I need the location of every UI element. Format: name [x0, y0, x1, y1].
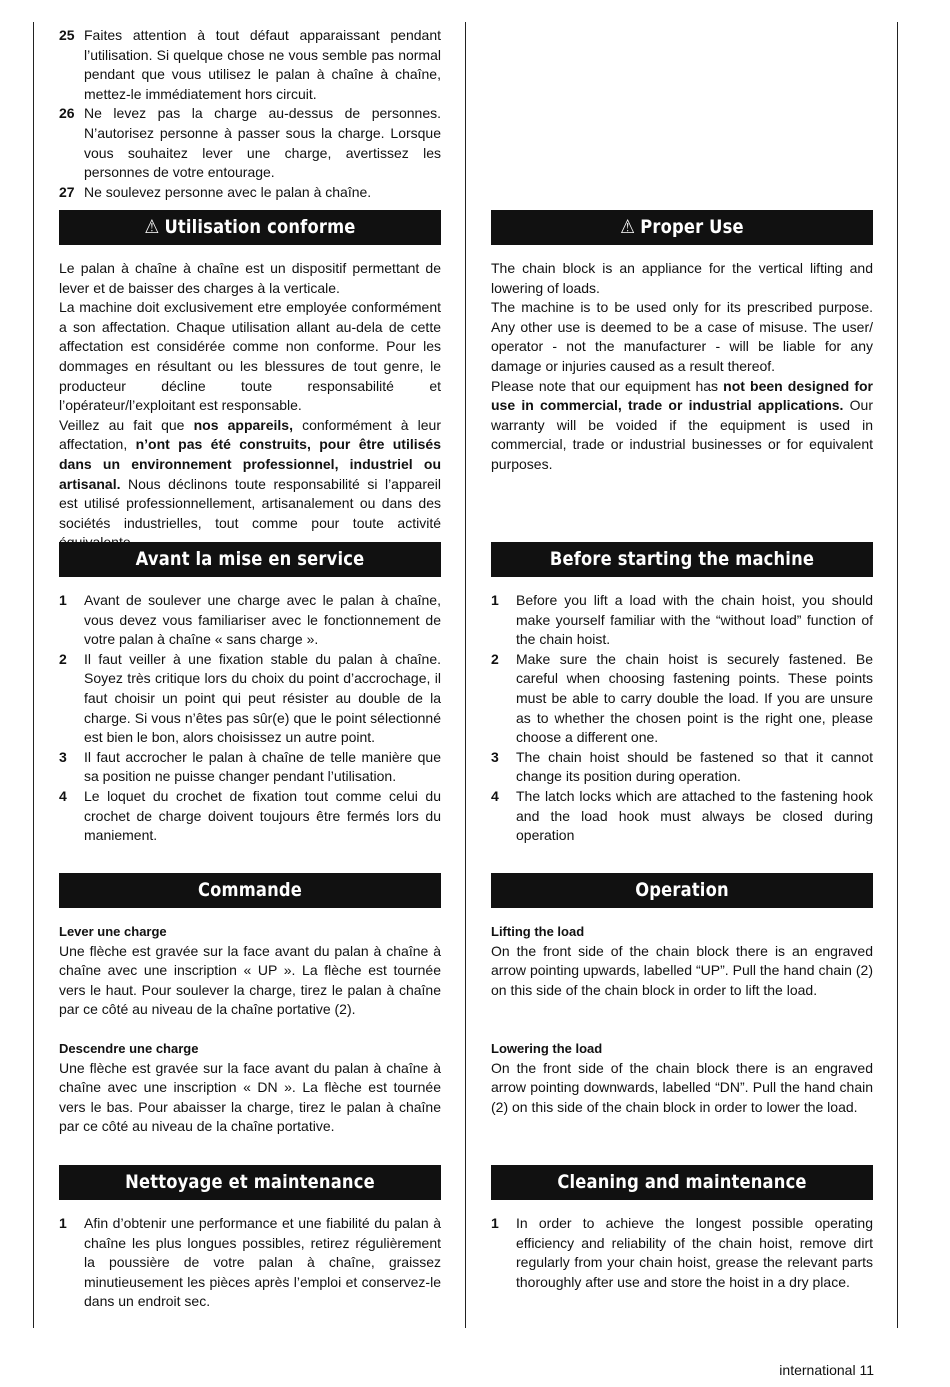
list-item: 3 Il faut accrocher le palan à chaîne de telle manière que sa position ne puisse changer pendant l’utilisation.	[59, 748, 441, 785]
section-header-commande: Commande	[59, 873, 441, 908]
operation-body: Lifting the load On the front side of the chain block there is an engraved arrow pointing upwards, labelled “UP”. Pull the hand chain (2) on this side of the chain block in order to lift the load.	[491, 924, 873, 998]
center-divider-line	[465, 22, 466, 1328]
section-header-proper-use	[491, 210, 873, 245]
section-header-operation: Operation	[491, 873, 873, 908]
section-header-utilisation	[59, 210, 441, 245]
warning-triangle-icon: ⚠	[144, 216, 160, 238]
left-margin-line	[33, 22, 34, 1328]
english-column	[491, 0, 873, 1387]
list-item: 27 Ne soulevez personne avec le palan à chaîne.	[59, 183, 372, 200]
subheading: Lifting the load	[491, 924, 585, 939]
commande-body-2: Descendre une charge Une flèche est gravée sur la face avant du palan à chaîne à chaîne avec une inscription « DN ». La flèche est tournée vers le bas. Pour abaisser la charge, tirez le palan à chaîne par ce côté au niveau de la chaîne portative.	[59, 1041, 441, 1135]
cleaning-list	[491, 1214, 873, 1292]
list-item: 3 The chain hoist should be fastened so that it cannot change its position during operation.	[491, 748, 873, 785]
list-item: 25 Faites attention à tout défaut apparaissant pendant l’utilisation. Si quelque chose ne vous semble pas normal pendant que vous utilisez le palan à chaîne à chaîne, mettez-le immédiatement hors circuit.	[59, 27, 441, 102]
nettoyage-list	[59, 1214, 441, 1312]
subheading: Descendre une charge	[59, 1041, 199, 1056]
utilisation-body: Le palan à chaîne à chaîne est un dispositif permettant de lever et de baisser des charges à la verticale. La machine doit exclusivement etre employée conformément a son affectation. Chaque utilisation allant au-dela de cette affectation est considérée comme non conforme. Pour les dommages en résultant ou les blessures de tout genre, le producteur décline toute responsabilité et l’opérateur/l’exploitant est responsable. Veillez au fait que nos appareils, conformément à leur affectation, n’ont pas été construits, pour être utilisés dans un environnement professionnel, industriel ou artisanal. Nous déclinons toute responsabilité si l’appareil est utilisé professionnellement, artisanalement ou dans des sociétés industrielles, tout comme pour toute activité	[59, 260, 441, 531]
list-item: 4 The latch locks which are attached to the fastening hook and the load hook must always be closed during operation	[491, 787, 873, 844]
subheading: Lowering the load	[491, 1041, 603, 1056]
safety-items-continued	[59, 26, 441, 202]
section-header-mise-en-service: Avant la mise en service	[59, 542, 441, 577]
list-item: 1 In order to achieve the longest possible operating efficiency and reliability of the chain hoist, remove dirt regularly from your chain hoist, grease the relevant parts thoroughly after use and store the hoist in a dry place.	[491, 1215, 873, 1290]
page-footer: international 11	[779, 1362, 874, 1378]
list-item: 26 Ne levez pas la charge au-dessus de personnes. N’autorisez personne à passer sous la charge. Lorsque vous souhaitez lever une charge, avertissez les personnes de votre entourage.	[59, 105, 441, 181]
list-item: 1 Before you lift a load with the chain hoist, you should make yourself familiar with the “without load” function of the chain hoist.	[491, 592, 873, 648]
section-title: Utilisation conforme	[164, 216, 356, 238]
french-column	[59, 0, 441, 1387]
section-header-nettoyage: Nettoyage et maintenance	[59, 1165, 441, 1200]
list-item: 1 Avant de soulever une charge avec le palan à chaîne, vous devez vous familiariser avec le fonctionnement de votre palan à chaîne « sans charge ».	[59, 592, 441, 648]
section-title: Proper Use	[640, 216, 744, 238]
list-item: 2 Il faut veiller à une fixation stable du palan à chaîne. Soyez très critique lors du choix du point d’accrochage, il faut choisir un point qui peut résister au double de la charge. Si vous n’êtes pas sûr(e) que le point sélectionné est bien le bon, alors choisissez un autre point.	[59, 650, 441, 746]
section-header-before-starting: Before starting the machine	[491, 542, 873, 577]
list-item: 2 Make sure the chain hoist is securely fastened. Be careful when choosing fastening points. These points must be able to carry double the load. If you are unsure as to whether the chosen point is the right one, please choose a different one.	[491, 650, 873, 746]
warning-triangle-icon: ⚠	[620, 216, 636, 238]
right-margin-line	[897, 22, 898, 1328]
operation-body-2: Lowering the load On the front side of the chain block there is an engraved arrow pointing downwards, labelled “DN”. Pull the hand chain (2) on this side of the chain block in order to lower the load.	[491, 1041, 873, 1115]
before-starting-list	[491, 591, 873, 846]
mise-en-service-list	[59, 591, 441, 846]
commande-body: Lever une charge Une flèche est gravée sur la face avant du palan à chaîne à chaîne avec une inscription « UP ». La flèche est tournée vers le haut. Pour soulever la charge, tirez le palan à chaîne par ce côté au niveau de la chaîne portative (2).	[59, 924, 441, 1018]
list-item: 4 Le loquet du crochet de fixation tout comme celui du crochet de charge doivent toujours être fermés lors du maniement.	[59, 787, 441, 844]
list-item: 1 Afin d’obtenir une performance et une fiabilité du palan à chaîne les plus longues possibles, retirez régulièrement la poussière de votre palan à chaîne, graissez minutieusement les pièces après l’emploi et conservez-le dans un endroit sec.	[59, 1215, 441, 1310]
subheading: Lever une charge	[59, 924, 167, 939]
proper-use-body: The chain block is an appliance for the vertical lifting and lowering of loads. The machine is to be used only for its prescribed purpose. Any other use is deemed to be a case of misuse. The user/ operator - not the manufacturer - will be liable for any damage or injuries caused as a result thereof. Please note that our equipment has not been designed for use in commercial, trade or industrial applications. Our warranty will be voided if the equipment is used in commercial, trade or industrial businesses or for equivalent purposes.	[491, 260, 873, 472]
section-header-cleaning: Cleaning and maintenance	[491, 1165, 873, 1200]
